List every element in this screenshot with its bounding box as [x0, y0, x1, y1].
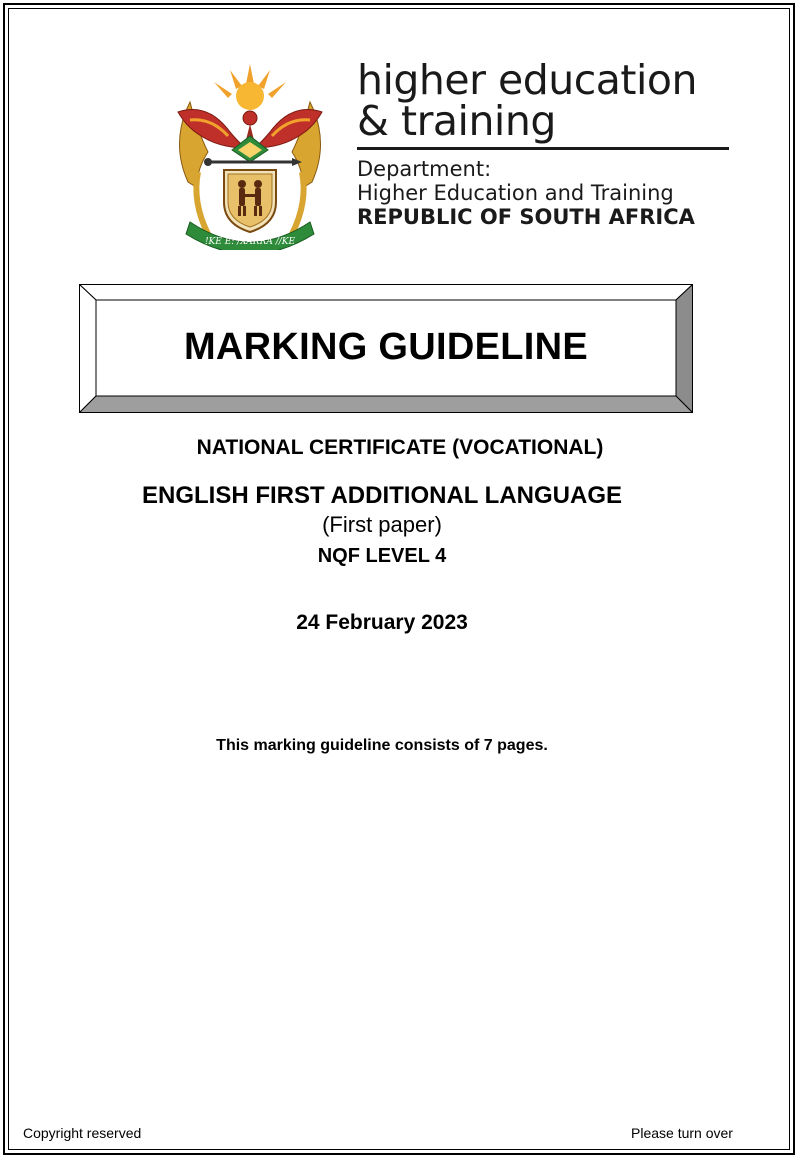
- logo-line-training: & training: [357, 97, 556, 145]
- department-logo: [357, 56, 737, 229]
- subject-heading: ENGLISH FIRST ADDITIONAL LANGUAGE: [142, 482, 622, 509]
- certificate-heading: NATIONAL CERTIFICATE (VOCATIONAL): [196, 436, 604, 459]
- logo-line-higher-education: higher education: [357, 56, 697, 104]
- logo-divider: [357, 147, 729, 150]
- footer-copyright: Copyright reserved: [23, 1125, 142, 1141]
- emblem-motto: !KE E: /XARRA //KE: [204, 237, 296, 247]
- nqf-level: NQF LEVEL 4: [317, 545, 447, 567]
- coat-of-arms-icon: [168, 62, 332, 250]
- paper-subtitle: (First paper): [322, 512, 442, 537]
- footer-turn-over: Please turn over: [631, 1125, 733, 1141]
- page-count-note: This marking guideline consists of 7 pages.: [216, 737, 548, 754]
- exam-date: 24 February 2023: [296, 611, 468, 634]
- document-title: MARKING GUIDELINE: [183, 326, 589, 368]
- logo-country: REPUBLIC OF SOUTH AFRICA: [357, 205, 695, 229]
- logo-department-label: Department:: [357, 157, 492, 181]
- logo-department-name: Higher Education and Training: [357, 181, 674, 205]
